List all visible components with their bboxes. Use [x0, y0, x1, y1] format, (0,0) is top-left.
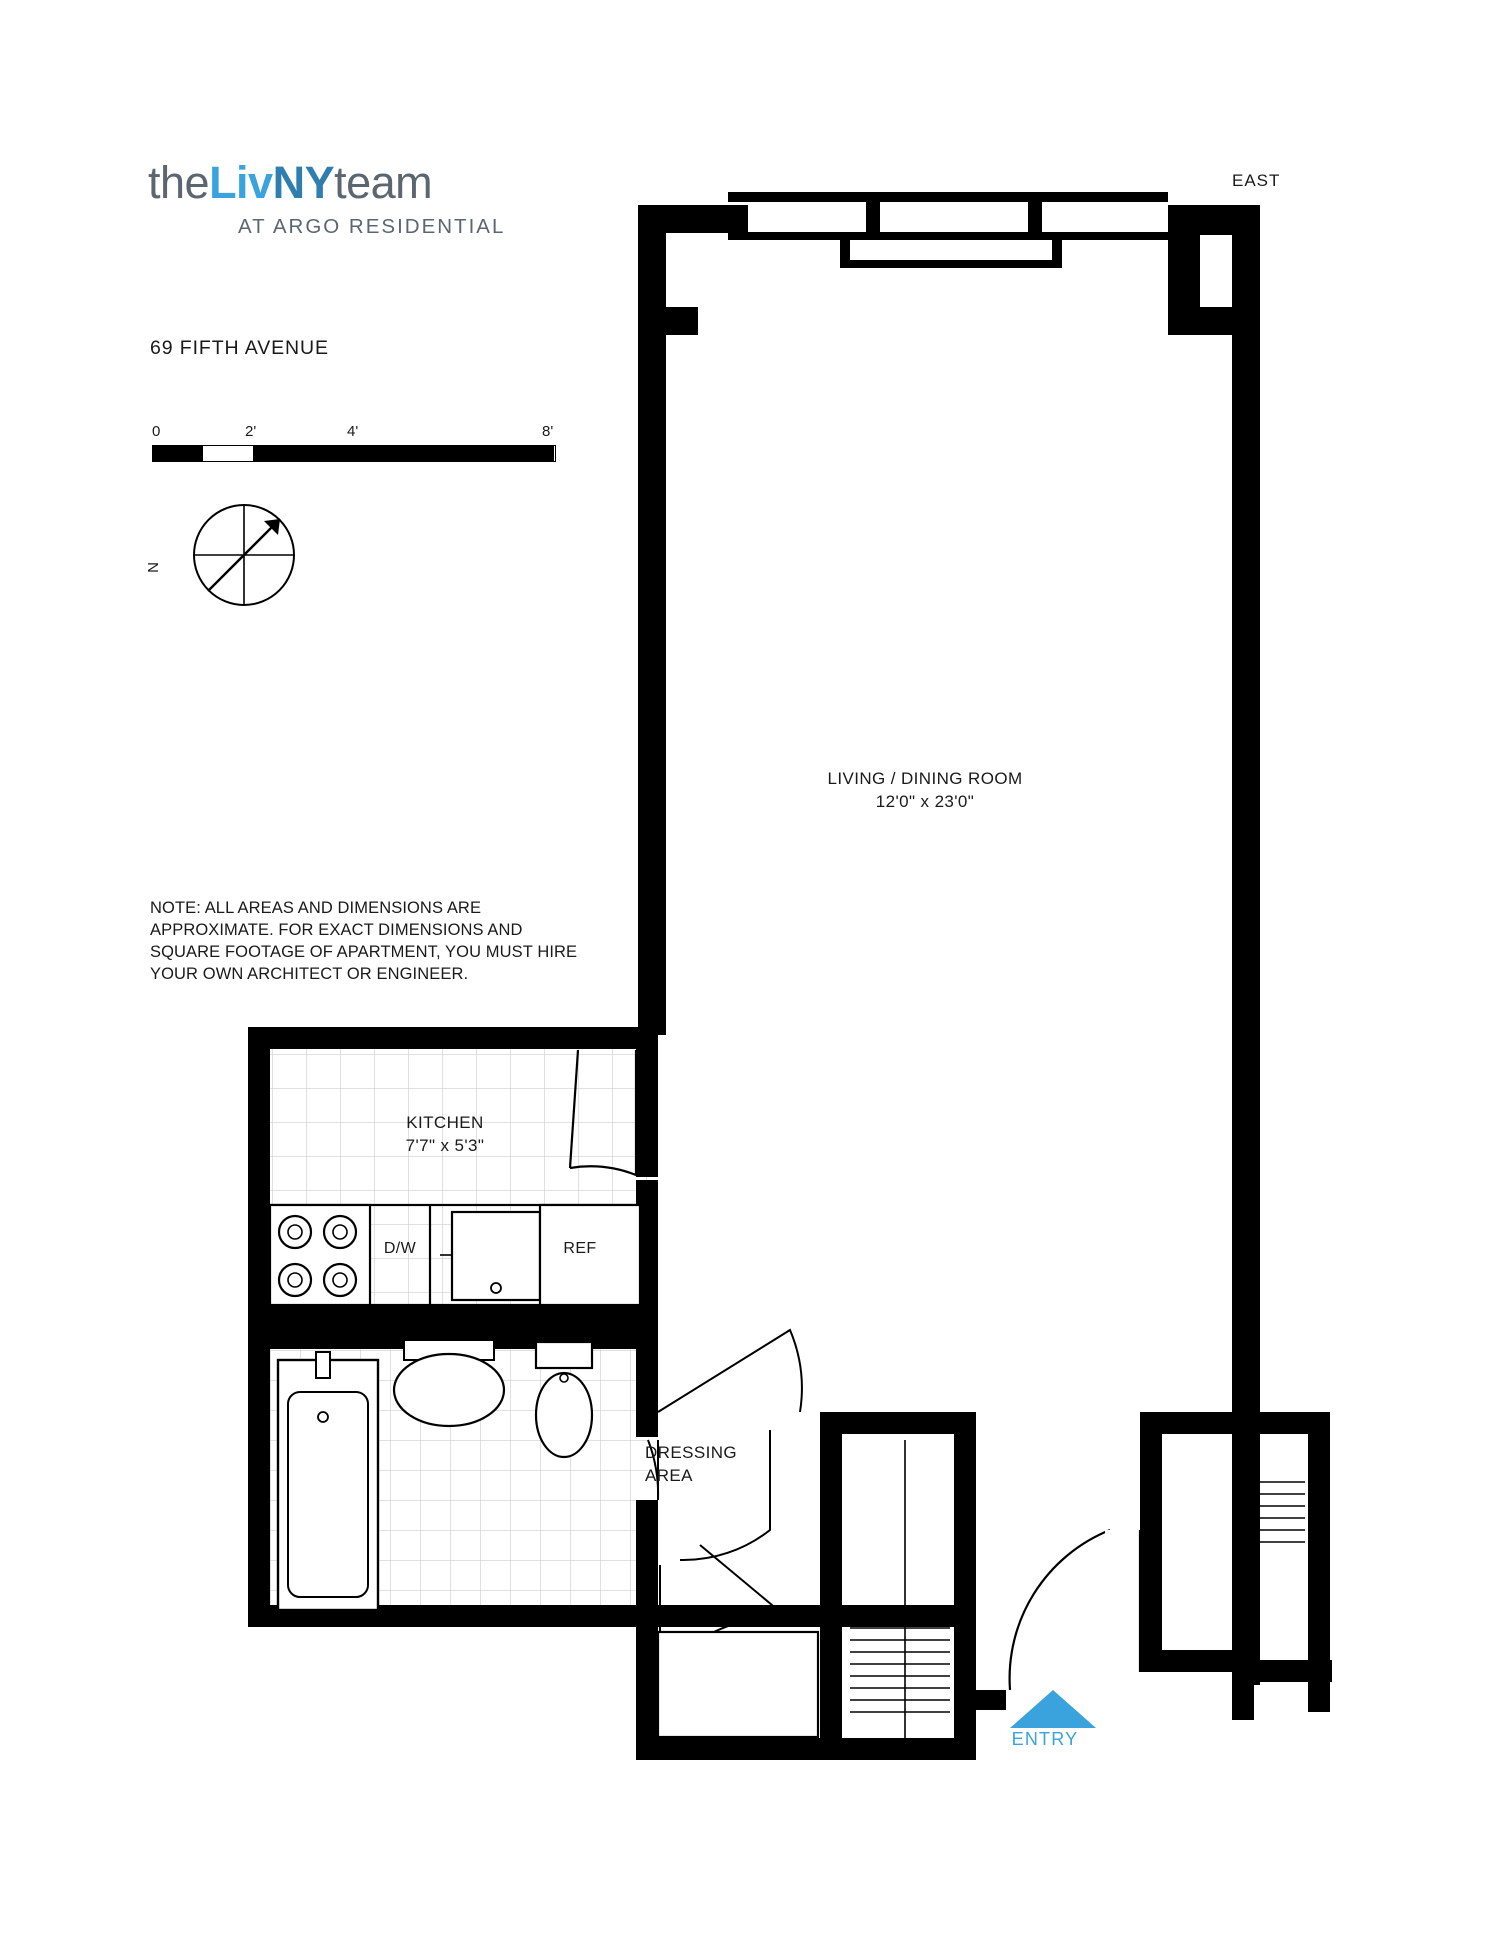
- room-label-kitchen: [330, 1112, 560, 1158]
- scale-segment-1: [153, 446, 203, 461]
- living-room-name: LIVING / DINING ROOM: [827, 769, 1023, 788]
- scale-bar-body: [152, 445, 556, 462]
- appliance-label-refrigerator: REF: [563, 1240, 597, 1257]
- room-label-living-dining: [760, 768, 1090, 814]
- scale-tick-2: 2': [245, 423, 257, 440]
- brand-wordmark: [148, 157, 578, 208]
- bathroom-area: [248, 1327, 658, 1630]
- kitchen-dimensions: 7'7" x 5'3": [405, 1135, 485, 1155]
- scale-tick-0: 0: [152, 423, 161, 440]
- kitchen-area: [248, 1027, 658, 1330]
- compass-north-label: N: [144, 562, 162, 573]
- brand-ny: NY: [272, 157, 335, 208]
- room-label-dressing-area: [645, 1442, 805, 1488]
- scale-tick-4: 4': [347, 423, 359, 440]
- disclaimer-note: NOTE: ALL AREAS AND DIMENSIONS ARE APPROXIMATE. FOR EXACT DIMENSIONS AND SQUARE FOOTAGE OF APARTMENT, YOU MUST HIRE YOUR OWN ARCHITECT OR ENGINEER.: [150, 899, 578, 983]
- dressing-area: [636, 1330, 976, 1760]
- brand-subtitle: AT ARGO RESIDENTIAL: [238, 215, 506, 238]
- entry-arrow-icon: [1010, 1690, 1096, 1728]
- brand-team: team: [334, 157, 433, 208]
- property-address: 69 FIFTH AVENUE: [150, 337, 329, 359]
- scale-segment-3: [353, 446, 554, 461]
- compass-rose: [144, 497, 302, 613]
- orientation-label-east: EAST: [1232, 171, 1281, 190]
- brand-liv: Liv: [209, 157, 273, 208]
- compass-icon: [186, 497, 302, 613]
- appliance-label-dishwasher: D/W: [383, 1240, 417, 1257]
- entry-label: ENTRY: [1011, 1729, 1079, 1749]
- scale-segment-2: [253, 446, 353, 461]
- scale-tick-8: 8': [542, 423, 554, 440]
- scale-tick-labels: [152, 423, 556, 443]
- dressing-area-line2: AREA: [645, 1465, 693, 1485]
- brand-the: the: [148, 157, 210, 208]
- living-room-dimensions: 12'0" x 23'0": [875, 791, 975, 811]
- entry-vestibule: [976, 1412, 1332, 1720]
- dressing-area-line1: DRESSING: [645, 1443, 737, 1462]
- scale-bar: [152, 423, 556, 463]
- brand-logo: [148, 157, 578, 239]
- kitchen-name: KITCHEN: [406, 1113, 484, 1132]
